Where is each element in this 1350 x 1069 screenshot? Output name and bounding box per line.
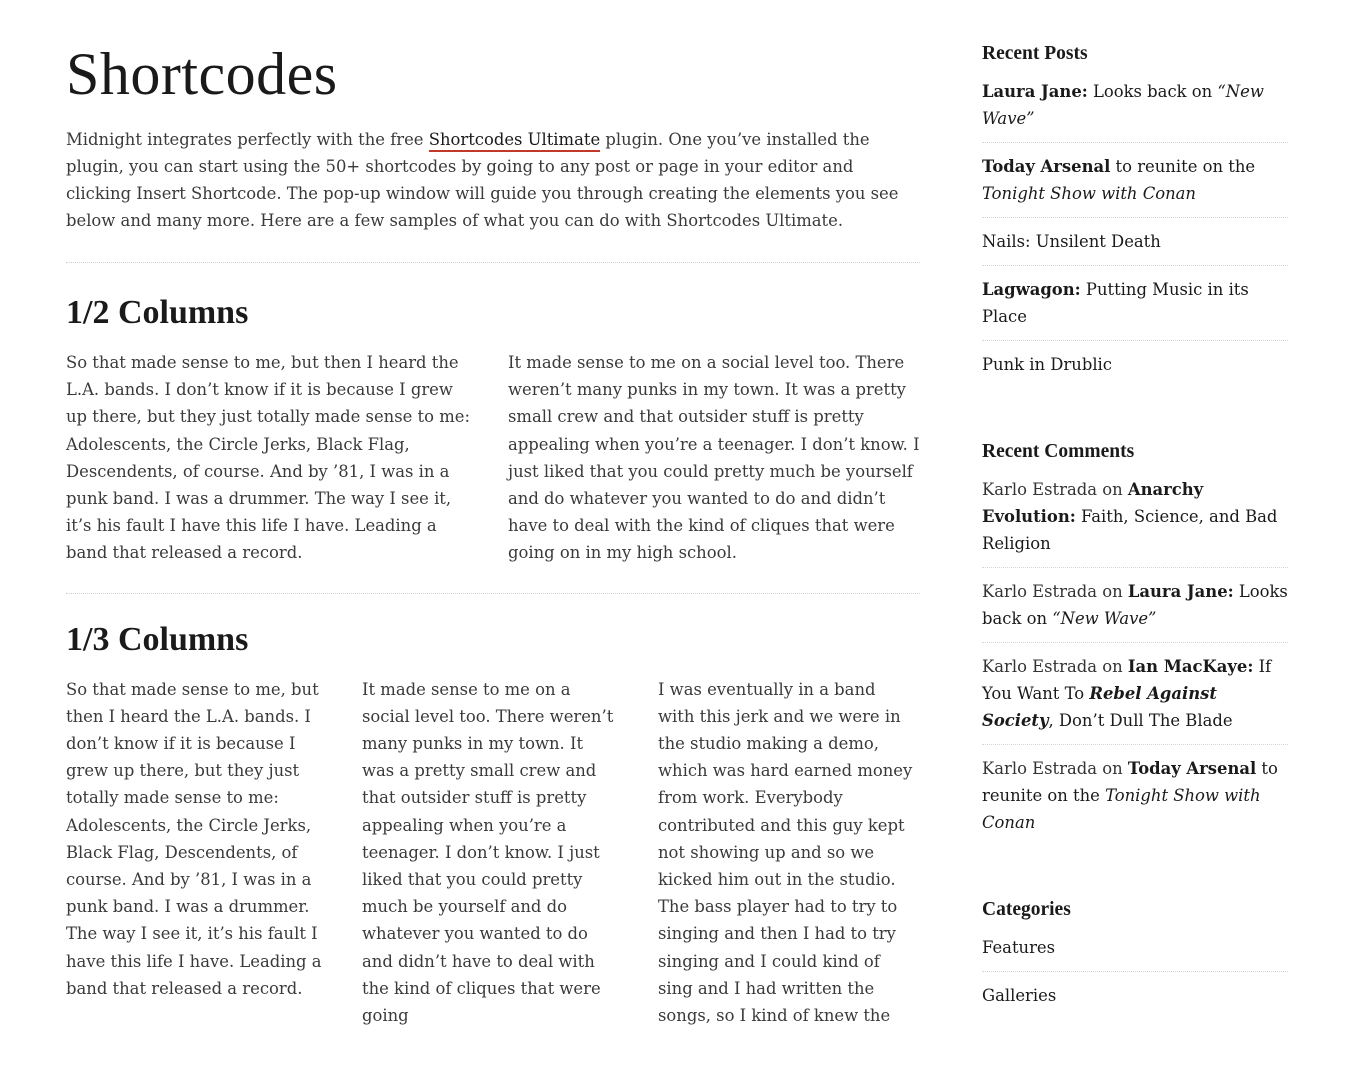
- half-columns: [66, 349, 920, 567]
- category-item: [982, 972, 1288, 1019]
- comment-author[interactable]: Karlo Estrada: [982, 657, 1098, 676]
- recent-comment-item: Karlo Estrada on Today Arsenal to reunite on the Tonight Show with Conan: [982, 759, 1278, 832]
- categories-title: Categories: [982, 899, 1071, 920]
- recent-post-item: [982, 341, 1288, 388]
- comment-author[interactable]: Karlo Estrada: [982, 582, 1098, 601]
- categories-widget: [982, 896, 1288, 1019]
- divider: [66, 593, 920, 594]
- recent-post-item: [982, 143, 1288, 218]
- third-column-3: I was eventually in a band with this jerk and we were in the studio making a demo, which was hard earned money from work. Everybody contributed and this guy kept not showing up and so we kicked him out in the studio. The bass player had to try to singing and then I had to try singing and I could kind of sing and I had written the songs, so I kind of knew the: [658, 679, 913, 1026]
- recent-comments-widget: [982, 438, 1288, 846]
- recent-post-link[interactable]: Nails: Unsilent Death: [982, 232, 1161, 251]
- half-column-2: It made sense to me on a social level too. There weren’t many punks in my town. It was a pretty small crew and that outsider stuff is pretty appealing when you’re a teenager. I don’t know. I just liked that you could pretty much be yourself and do whatever you wanted to do and didn’t have to deal with the kind of cliques that were going on in my high school.: [508, 353, 920, 563]
- category-link-features[interactable]: Features: [982, 938, 1056, 957]
- categories-list: [982, 934, 1288, 1019]
- recent-posts-title: Recent Posts: [982, 43, 1088, 64]
- recent-post-link[interactable]: Laura Jane: Looks back on “New Wave”: [982, 82, 1264, 128]
- main-content: [66, 38, 920, 1029]
- intro-text-after: plugin. One you’ve installed the plugin, you can start using the 50+ shortcodes by going to any post or page in your editor and clicking Insert Shortcode. The pop-up window will guide you through creating the elements you see below and many more. Here are a few samples of what you can do with Shortcodes Ultimate.: [66, 130, 899, 230]
- half-column-1: So that made sense to me, but then I heard the L.A. bands. I don’t know if it is because I grew up there, but they just totally made sense to me: Adolescents, the Circle Jerks, Black Flag, Descendents, of course. And by ’81, I was in a punk band. I was a drummer. The way I see it, it’s his fault I have this life I have. Leading a band that released a record.: [66, 353, 470, 563]
- recent-posts-widget: [982, 40, 1288, 388]
- third-columns: [66, 676, 920, 1030]
- recent-post-link[interactable]: Lagwagon: Putting Music in its Place: [982, 280, 1249, 326]
- recent-comments-list: [982, 476, 1288, 846]
- category-item: [982, 934, 1288, 972]
- recent-comment-item: Karlo Estrada on Ian MacKaye: If You Want To Rebel Against Society, Don’t Dull The Blade: [982, 643, 1288, 745]
- recent-comments-title: Recent Comments: [982, 441, 1135, 462]
- comment-author[interactable]: Karlo Estrada: [982, 759, 1098, 778]
- half-columns-heading: 1/2 Columns: [66, 294, 249, 331]
- shortcodes-ultimate-link[interactable]: Shortcodes Ultimate: [429, 130, 600, 152]
- page-title: Shortcodes: [66, 41, 338, 107]
- recent-comment-item: Karlo Estrada on Laura Jane: Looks back on “New Wave”: [982, 568, 1288, 643]
- comment-post-link[interactable]: Ian MacKaye: If You Want To Rebel Against Society, Don’t Dull The Blade: [982, 657, 1272, 730]
- comment-post-link[interactable]: Anarchy Evolution: Faith, Science, and Bad Religion: [982, 480, 1278, 553]
- recent-post-item: [982, 266, 1288, 341]
- divider: [66, 262, 920, 263]
- comment-post-link[interactable]: Today Arsenal to reunite on the Tonight Show with Conan: [982, 759, 1278, 832]
- category-link-galleries[interactable]: Galleries: [982, 986, 1057, 1005]
- sidebar: [982, 40, 1288, 1069]
- recent-post-item: [982, 218, 1288, 266]
- recent-posts-list: [982, 78, 1288, 388]
- intro-paragraph: [66, 126, 920, 234]
- intro-text-before: Midnight integrates perfectly with the free: [66, 130, 429, 149]
- recent-comment-item: Karlo Estrada on Anarchy Evolution: Faith, Science, and Bad Religion: [982, 476, 1288, 568]
- third-columns-heading: 1/3 Columns: [66, 620, 249, 658]
- recent-post-item: [982, 78, 1288, 143]
- comment-author[interactable]: Karlo Estrada: [982, 480, 1098, 499]
- comment-post-link[interactable]: Laura Jane: Looks back on “New Wave”: [982, 582, 1288, 628]
- third-column-1: So that made sense to me, but then I heard the L.A. bands. I don’t know if it is because I grew up there, but they just totally made sense to me: Adolescents, the Circle Jerks, Black Flag, Descendents, of course. And by ’81, I was in a punk band. I was a drummer. The way I see it, it’s his fault I have this life I have. Leading a band that released a record.: [66, 679, 322, 998]
- recent-post-link[interactable]: Today Arsenal to reunite on the Tonight Show with Conan: [982, 157, 1256, 203]
- recent-post-link[interactable]: Punk in Drublic: [982, 355, 1112, 374]
- third-column-2: It made sense to me on a social level too. There weren’t many punks in my town. It was a pretty small crew and that outsider stuff is pretty appealing when you’re a teenager. I don’t know. I just liked that you could pretty much be yourself and do whatever you wanted to do and didn’t have to deal with the kind of cliques that were going: [362, 679, 614, 1026]
